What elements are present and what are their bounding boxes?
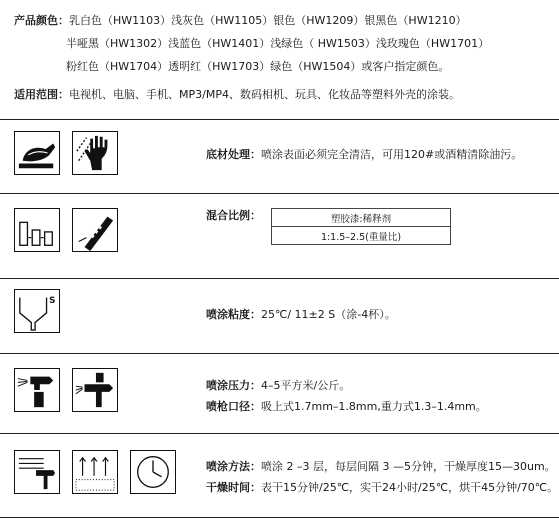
drying-text: 表干15分钟/25℃，实干24小时/25℃，烘干45分钟/70℃。	[261, 481, 559, 494]
drying-heat-icon	[72, 450, 118, 494]
viscosity-label: 喷涂粘度：	[206, 308, 261, 321]
divider	[0, 119, 559, 120]
suction-spray-gun-icon	[14, 368, 60, 412]
substrate-text: 喷涂表面必须完全清洁，可用120#或酒精清除油污。	[261, 148, 523, 161]
colors-row1: 乳白色（HW1103）浅灰色（HW1105）银色（HW1209）银黑色（HW1210）	[69, 14, 467, 27]
divider	[0, 193, 559, 194]
nozzle-label: 喷枪口径：	[206, 400, 261, 413]
cleaning-cloth-icon	[14, 131, 60, 175]
colors-row2: 半哑黑（HW1302）浅蓝色（HW1401）浅绿色（ HW1503）浅玫瑰色（HW1701）	[66, 37, 490, 50]
divider	[0, 517, 559, 518]
mixing-label: 混合比例：	[206, 209, 261, 222]
substrate-row	[206, 148, 522, 162]
measuring-bars-icon	[14, 208, 60, 252]
scope-row	[14, 88, 460, 102]
spray-layers-icon	[14, 450, 60, 494]
viscosity-row	[206, 308, 396, 322]
viscosity-icon-letter: S	[49, 296, 56, 306]
color-row-1	[14, 14, 467, 28]
drying-label: 干燥时间：	[206, 481, 261, 494]
method-text: 喷涂 2 –3 层，每层间隔 3 —5分钟，干燥厚度15—30um。	[261, 460, 556, 473]
gravity-spray-gun-icon	[72, 368, 118, 412]
mixing-ratio-table	[271, 208, 451, 245]
mixing-table-value: 1:1.5–2.5(重量比)	[272, 227, 451, 245]
scope-label: 适用范围：	[14, 88, 69, 101]
divider	[0, 433, 559, 434]
method-row	[206, 460, 556, 474]
nozzle-row	[206, 400, 487, 414]
pressure-row	[206, 379, 350, 393]
mixing-table-header: 塑胶漆:稀释剂	[272, 209, 451, 227]
stirring-stick-icon	[72, 208, 118, 252]
pressure-label: 喷涂压力：	[206, 379, 261, 392]
colors-row3: 粉红色（HW1704）透明红（HW1703）绿色（HW1504）或客户指定颜色。	[66, 60, 450, 73]
substrate-label: 底材处理：	[206, 148, 261, 161]
colors-label: 产品颜色：	[14, 14, 69, 27]
glove-hand-icon	[72, 131, 118, 175]
divider	[0, 278, 559, 279]
method-label: 喷涂方法：	[206, 460, 261, 473]
viscosity-text: 25℃/ 11±2 S（涂-4杯）。	[261, 308, 396, 321]
mixing-row	[206, 209, 261, 223]
divider	[0, 353, 559, 354]
scope-text: 电视机、电脑、手机、MP3/MP4、数码相机、玩具、化妆品等塑料外壳的涂装。	[69, 88, 460, 101]
nozzle-text: 吸上式1.7mm–1.8mm,重力式1.3–1.4mm。	[261, 400, 487, 413]
viscosity-cup-icon	[14, 289, 60, 333]
pressure-text: 4–5平方米/公斤。	[261, 379, 351, 392]
clock-icon	[130, 450, 176, 494]
drying-row	[206, 481, 558, 495]
